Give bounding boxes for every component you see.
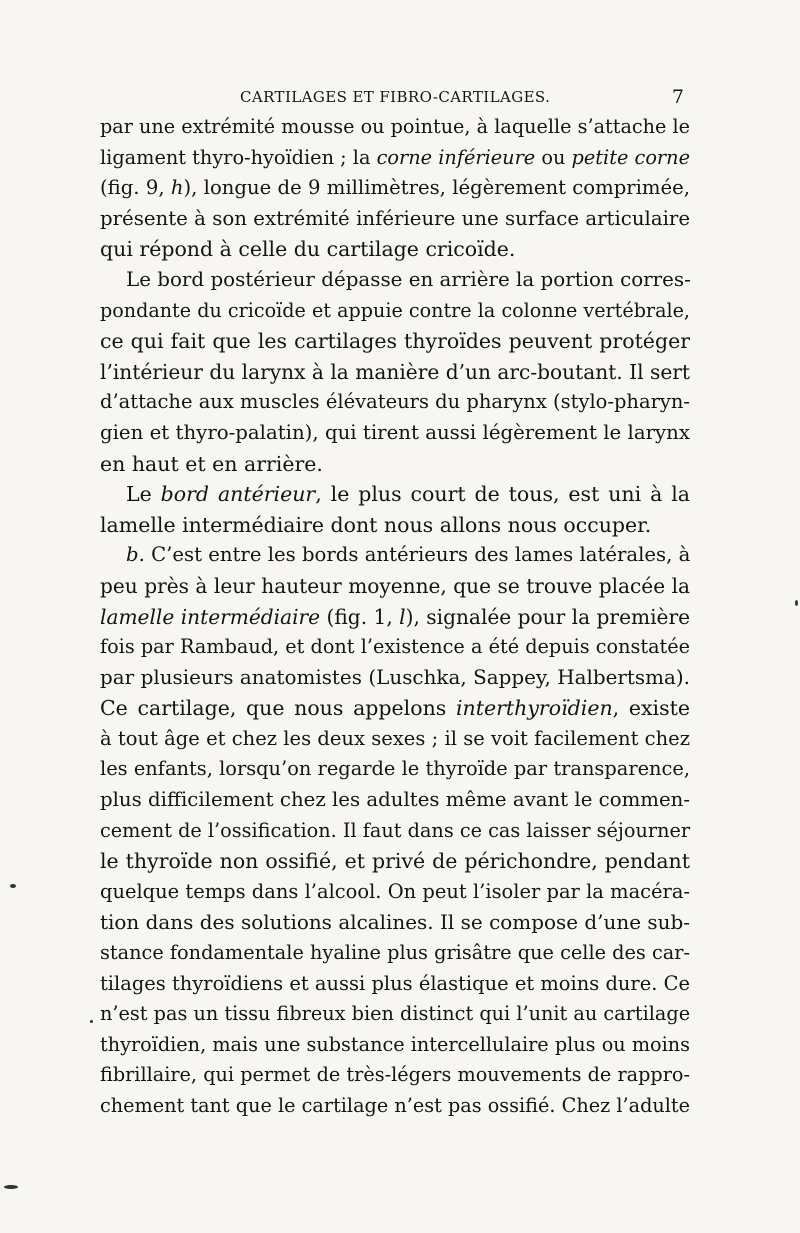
running-title: CARTILAGES ET FIBRO-CARTILAGES.	[240, 88, 551, 106]
text-line: Le bord antérieur, le plus court de tous, est uni à la	[126, 482, 690, 507]
text-line: gien et thyro-palatin), qui tirent aussi légèrement le larynx	[100, 420, 690, 444]
text-line: stance fondamentale hyaline plus grisâtre que celle des car-	[100, 941, 690, 965]
scan-speck	[10, 884, 16, 888]
italic-term: corne inférieure	[376, 145, 536, 169]
text-line: thyroïdien, mais une substance intercellulaire plus ou moins	[100, 1032, 690, 1056]
text-line: fibrillaire, qui permet de très-légers mouvements de rappro-	[100, 1063, 690, 1087]
body-text	[100, 112, 690, 1122]
page-header	[100, 88, 690, 112]
text-line: en haut et en arrière.	[100, 451, 323, 476]
text-line: tion dans des solutions alcalines. Il se compose d’une sub-	[100, 910, 690, 935]
text-line: peu près à leur hauteur moyenne, que se trouve placée la	[100, 573, 690, 598]
italic-term: interthyroïdien	[455, 696, 613, 721]
text-line: ce qui fait que les cartilages thyroïdes peuvent protéger	[100, 329, 690, 354]
text-line: plus difficilement chez les adultes même avant le commen-	[100, 788, 690, 812]
text-line: Le bord postérieur dépasse en arrière la portion corres-	[126, 267, 691, 291]
italic-term: l	[399, 604, 406, 629]
text-line: lamelle intermédiaire dont nous allons nous occuper.	[100, 512, 652, 537]
scan-speck	[795, 600, 798, 606]
italic-term: b	[126, 543, 139, 567]
text-line: tilages thyroïdiens et aussi plus élastique et moins dure. Ce	[100, 971, 690, 995]
text-line: (fig. 9, h), longue de 9 millimètres, légèrement comprimée,	[100, 176, 691, 200]
scan-speck	[4, 1185, 18, 1189]
text-line: le thyroïde non ossifié, et privé de périchondre, pendant	[100, 849, 690, 874]
text-line: quelque temps dans l’alcool. On peut l’isoler par la macéra-	[100, 879, 690, 903]
text-line: qui répond à celle du cartilage cricoïde.	[100, 237, 516, 262]
text-line: pondante du cricoïde et appuie contre la colonne vertébrale,	[100, 298, 690, 322]
text-line: à tout âge et chez les deux sexes ; il se voit facilement chez	[100, 726, 690, 750]
text-line: fois par Rambaud, et dont l’existence a été depuis constatée	[100, 635, 690, 659]
text-line: présente à son extrémité inférieure une surface articulaire	[100, 206, 690, 230]
page-number: 7	[671, 86, 684, 108]
text-line: l’intérieur du larynx à la manière d’un arc-boutant. Il sert	[100, 359, 690, 384]
text-line: n’est pas un tissu fibreux bien distinct qui l’unit au cartilage	[100, 1002, 691, 1026]
text-line: ligament thyro-hyoïdien ; la corne inférieure ou petite corne	[100, 145, 690, 169]
text-line: cement de l’ossification. Il faut dans ce cas laisser séjourner	[100, 818, 691, 842]
text-line: lamelle intermédiaire (fig. 1, l), signalée pour la première	[100, 604, 690, 629]
italic-term: lamelle intermédiaire	[100, 604, 321, 629]
text-line: chement tant que le cartilage n’est pas ossifié. Chez l’adulte	[100, 1094, 690, 1117]
italic-term: h	[170, 176, 184, 200]
scan-speck	[90, 1020, 93, 1023]
text-line: les enfants, lorsqu’on regarde le thyroïde par transparence,	[100, 757, 690, 781]
text-line: b. C’est entre les bords antérieurs des lames latérales, à	[126, 543, 691, 567]
text-line: Ce cartilage, que nous appelons interthyroïdien, existe	[100, 696, 690, 721]
text-line: par plusieurs anatomistes (Luschka, Sappey, Halbertsma).	[100, 665, 690, 689]
text-line: par une extrémité mousse ou pointue, à laquelle s’attache le	[100, 115, 690, 138]
italic-term: bord antérieur	[160, 482, 316, 507]
text-line: d’attache aux muscles élévateurs du pharynx (stylo-pharyn-	[100, 390, 690, 414]
italic-term: petite corne	[571, 145, 690, 169]
